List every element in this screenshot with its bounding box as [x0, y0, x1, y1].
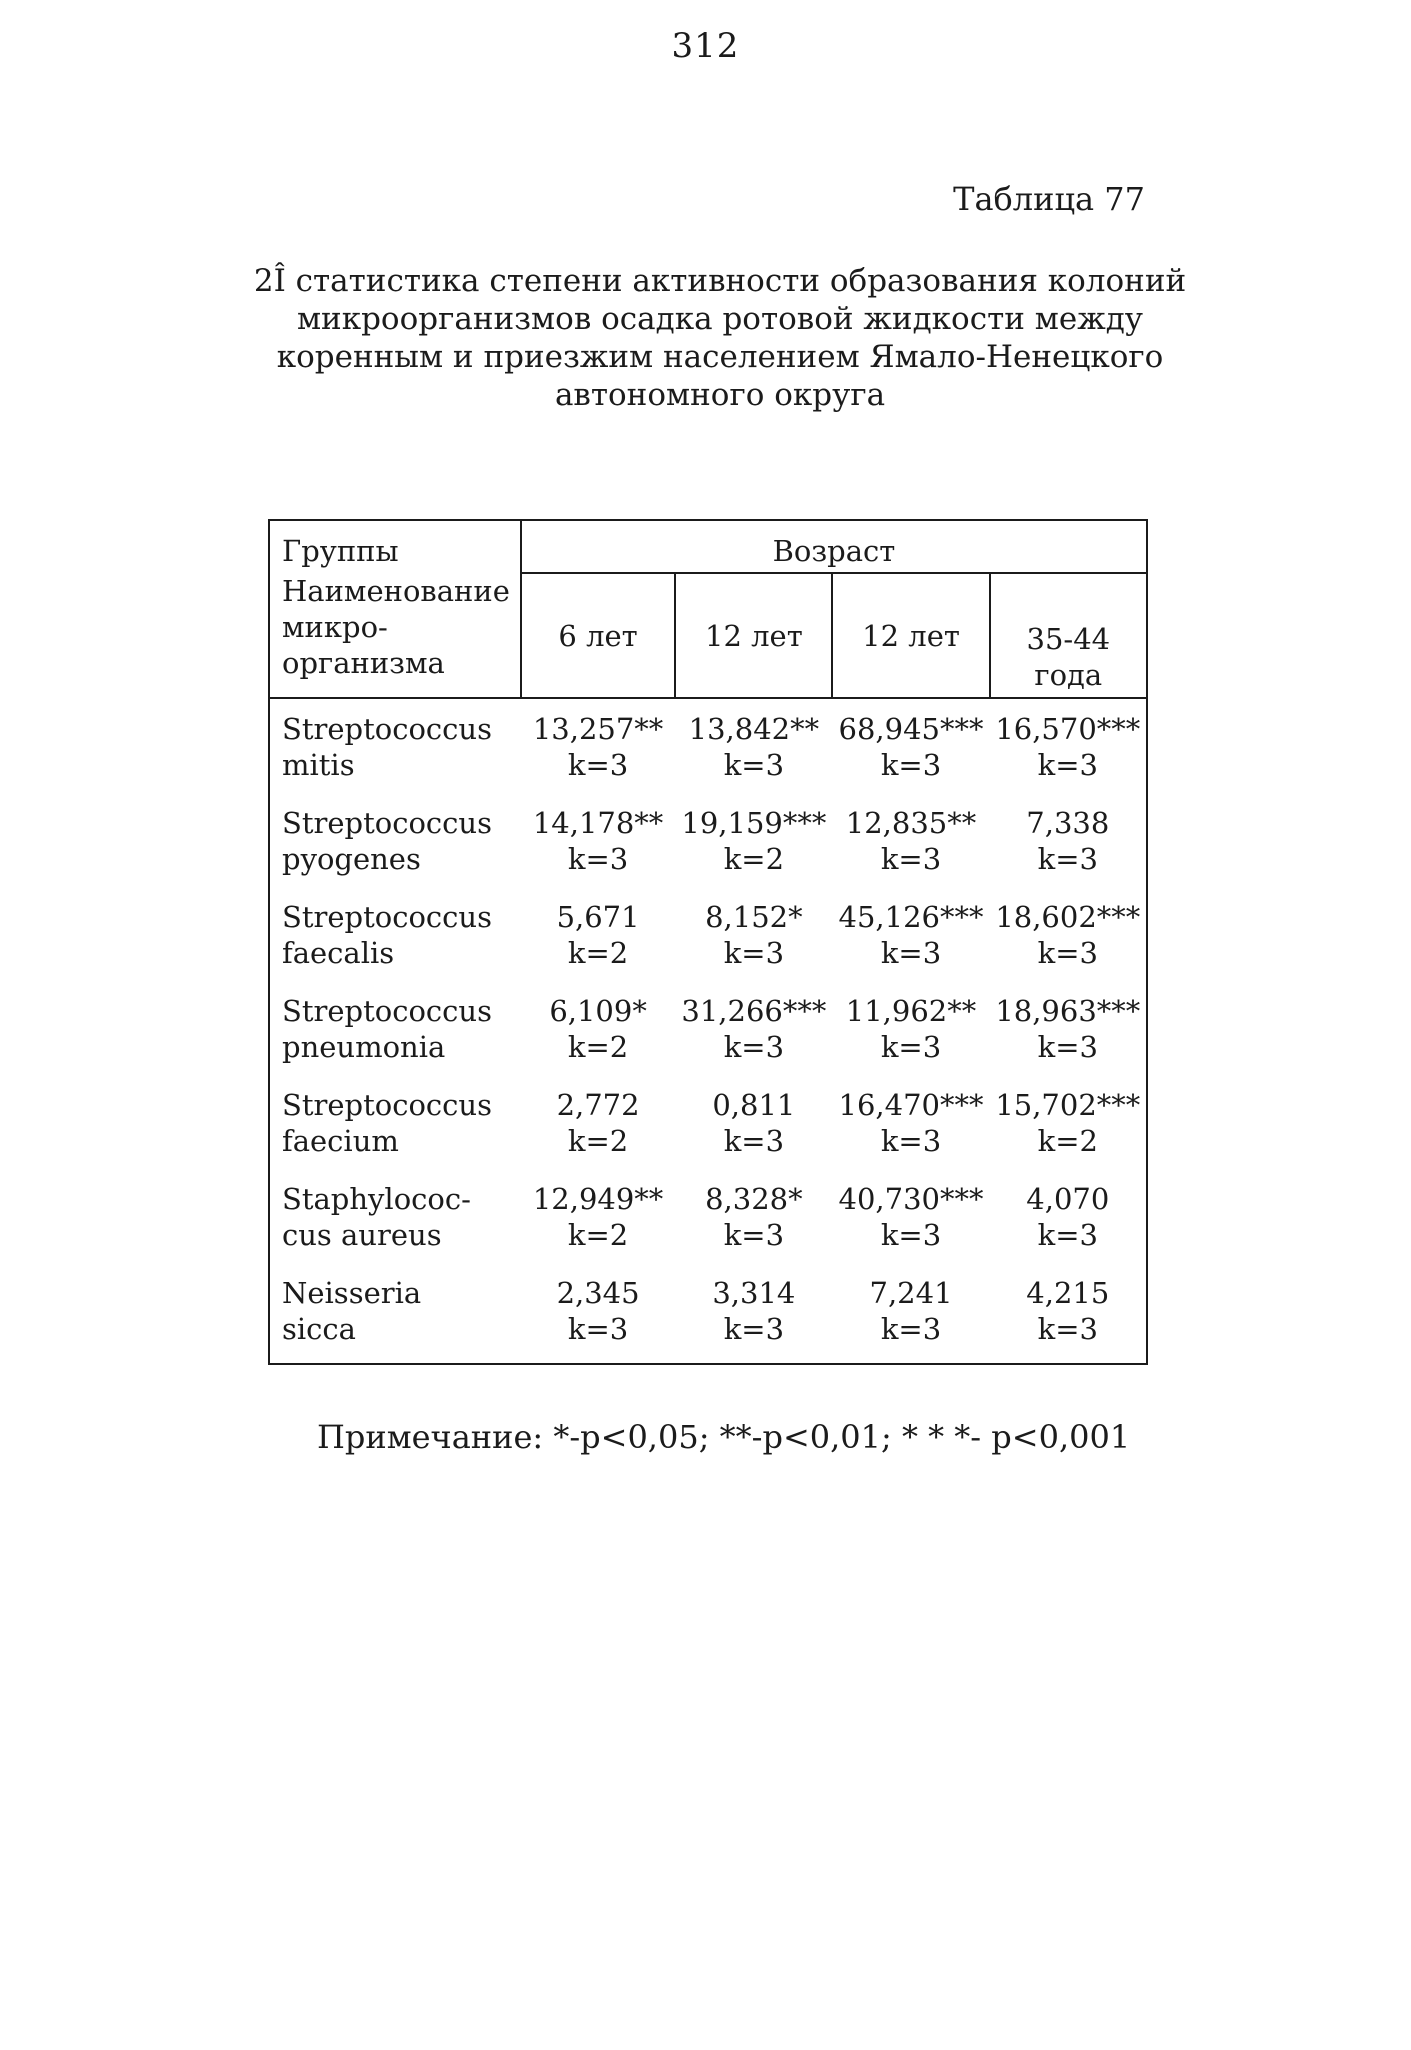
header-row-columns — [269, 573, 1147, 698]
statistic-value: 7,338 — [1026, 806, 1110, 840]
header-age: Возраст — [521, 520, 1147, 573]
k-value: k=3 — [723, 936, 785, 970]
k-value: k=3 — [723, 1312, 785, 1346]
organism-name-cell — [269, 981, 521, 1075]
statistic-value: 16,570*** — [995, 712, 1141, 746]
organism-name-line: Streptococcus — [282, 712, 492, 746]
k-value: k=2 — [567, 1124, 629, 1158]
organism-name-line: pyogenes — [282, 842, 421, 876]
statistics-table — [268, 519, 1148, 1365]
k-value: k=3 — [567, 748, 629, 782]
organism-name-cell — [269, 1169, 521, 1263]
statistic-value: 18,963*** — [995, 994, 1141, 1028]
organism-name-cell — [269, 887, 521, 981]
k-value: k=3 — [880, 842, 942, 876]
header-groups: Группы — [269, 520, 521, 573]
value-cell — [990, 698, 1147, 793]
statistic-value: 40,730*** — [838, 1182, 984, 1216]
organism-name-line: mitis — [282, 748, 355, 782]
header-column — [521, 573, 675, 698]
k-value: k=3 — [880, 1030, 942, 1064]
k-value: k=3 — [723, 1124, 785, 1158]
statistic-value: 4,070 — [1026, 1182, 1110, 1216]
value-cell — [990, 981, 1147, 1075]
organism-name-line: pneumonia — [282, 1030, 446, 1064]
statistic-value: 2,772 — [556, 1088, 640, 1122]
statistic-value: 16,470*** — [838, 1088, 984, 1122]
k-value: k=3 — [723, 1218, 785, 1252]
header-organism-name — [269, 573, 521, 698]
value-cell — [521, 1263, 675, 1364]
value-cell — [675, 1169, 832, 1263]
statistic-value: 0,811 — [712, 1088, 796, 1122]
organism-name-line: Staphylococ- — [282, 1182, 471, 1216]
statistic-value: 18,602*** — [995, 900, 1141, 934]
k-value: k=2 — [723, 842, 785, 876]
table-row — [269, 698, 1147, 793]
value-cell — [521, 793, 675, 887]
statistic-value: 14,178** — [532, 806, 664, 840]
statistic-value: 4,215 — [1026, 1276, 1110, 1310]
organism-name-line: faecium — [282, 1124, 399, 1158]
header-column-line: 35-44 — [1026, 622, 1111, 656]
statistic-value: 7,241 — [869, 1276, 953, 1310]
value-cell — [675, 793, 832, 887]
table-row — [269, 1075, 1147, 1169]
k-value: k=3 — [1037, 1218, 1098, 1252]
header-column-line: года — [1034, 658, 1103, 692]
k-value: k=3 — [1037, 1030, 1098, 1064]
statistic-value: 11,962** — [845, 994, 977, 1028]
statistic-value: 5,671 — [556, 900, 640, 934]
k-value: k=3 — [723, 1030, 785, 1064]
value-cell — [832, 887, 989, 981]
table-row — [269, 793, 1147, 887]
k-value: k=2 — [1037, 1124, 1098, 1158]
organism-name-line: faecalis — [282, 936, 395, 970]
value-cell — [832, 793, 989, 887]
statistic-value: 8,328* — [705, 1182, 803, 1216]
value-cell — [990, 1169, 1147, 1263]
statistic-value: 45,126*** — [838, 900, 984, 934]
statistic-value: 12,835** — [845, 806, 977, 840]
statistic-value: 6,109* — [549, 994, 647, 1028]
k-value: k=3 — [880, 1312, 942, 1346]
value-cell — [990, 793, 1147, 887]
value-cell — [521, 887, 675, 981]
table-row — [269, 1263, 1147, 1364]
k-value: k=2 — [567, 936, 629, 970]
value-cell — [832, 1075, 989, 1169]
header-name-line: микро- — [282, 610, 388, 644]
organism-name-cell — [269, 698, 521, 793]
header-column — [832, 573, 989, 698]
organism-name-line: Neisseria — [282, 1276, 422, 1310]
header-name-line: Наименование — [282, 574, 510, 608]
k-value: k=2 — [567, 1030, 629, 1064]
value-cell — [832, 1263, 989, 1364]
value-cell — [675, 981, 832, 1075]
header-column-line: 6 лет — [558, 618, 638, 653]
table-row — [269, 887, 1147, 981]
statistic-value: 31,266*** — [681, 994, 827, 1028]
k-value: k=3 — [1037, 1312, 1098, 1346]
organism-name-cell — [269, 1263, 521, 1364]
value-cell — [521, 698, 675, 793]
organism-name-line: sicca — [282, 1312, 356, 1346]
value-cell — [521, 1169, 675, 1263]
organism-name-cell — [269, 793, 521, 887]
statistic-value: 13,842** — [688, 712, 820, 746]
statistic-value: 13,257** — [532, 712, 664, 746]
k-value: k=3 — [567, 1312, 629, 1346]
k-value: k=3 — [880, 748, 942, 782]
k-value: k=3 — [1037, 936, 1098, 970]
value-cell — [675, 887, 832, 981]
value-cell — [832, 981, 989, 1075]
value-cell — [521, 981, 675, 1075]
k-value: k=3 — [880, 1218, 942, 1252]
header-column — [990, 573, 1147, 698]
statistic-value: 12,949** — [532, 1182, 664, 1216]
value-cell — [521, 1075, 675, 1169]
k-value: k=3 — [880, 936, 942, 970]
organism-name-line: Streptococcus — [282, 1088, 492, 1122]
value-cell — [675, 1075, 832, 1169]
page-number: 312 — [671, 26, 740, 66]
statistic-value: 8,152* — [705, 900, 803, 934]
organism-name-line: Streptococcus — [282, 900, 492, 934]
organism-name-line: Streptococcus — [282, 994, 492, 1028]
value-cell — [832, 698, 989, 793]
statistic-value: 3,314 — [712, 1276, 796, 1310]
organism-name-line: cus aureus — [282, 1218, 442, 1252]
k-value: k=3 — [723, 748, 785, 782]
table-label: Таблица 77 — [953, 180, 1145, 218]
table-caption: 2Î статистика степени активности образования колоний микроорганизмов осадка ротовой жидкости между коренным и приезжим населением Ямало-Ненецкого автономного округа — [253, 263, 1187, 413]
k-value: k=3 — [1037, 842, 1098, 876]
k-value: k=3 — [1037, 748, 1098, 782]
value-cell — [675, 698, 832, 793]
header-column-line: 12 лет — [862, 618, 960, 653]
value-cell — [990, 1263, 1147, 1364]
header-column-line: 12 лет — [705, 618, 803, 653]
statistic-value: 68,945*** — [838, 712, 984, 746]
statistic-value: 15,702*** — [995, 1088, 1141, 1122]
value-cell — [675, 1263, 832, 1364]
header-name-line: организма — [282, 646, 445, 680]
k-value: k=3 — [880, 1124, 942, 1158]
header-column — [675, 573, 832, 698]
organism-name-line: Streptococcus — [282, 806, 492, 840]
value-cell — [832, 1169, 989, 1263]
table-row — [269, 981, 1147, 1075]
statistic-value: 2,345 — [556, 1276, 640, 1310]
statistic-value: 19,159*** — [681, 806, 827, 840]
k-value: k=2 — [567, 1218, 629, 1252]
organism-name-cell — [269, 1075, 521, 1169]
table-row — [269, 1169, 1147, 1263]
k-value: k=3 — [567, 842, 629, 876]
table-note: Примечание: *-p<0,05; **-p<0,01; * * *- p<0,001 — [317, 1418, 1131, 1456]
value-cell — [990, 887, 1147, 981]
header-row-top — [269, 520, 1147, 573]
value-cell — [990, 1075, 1147, 1169]
